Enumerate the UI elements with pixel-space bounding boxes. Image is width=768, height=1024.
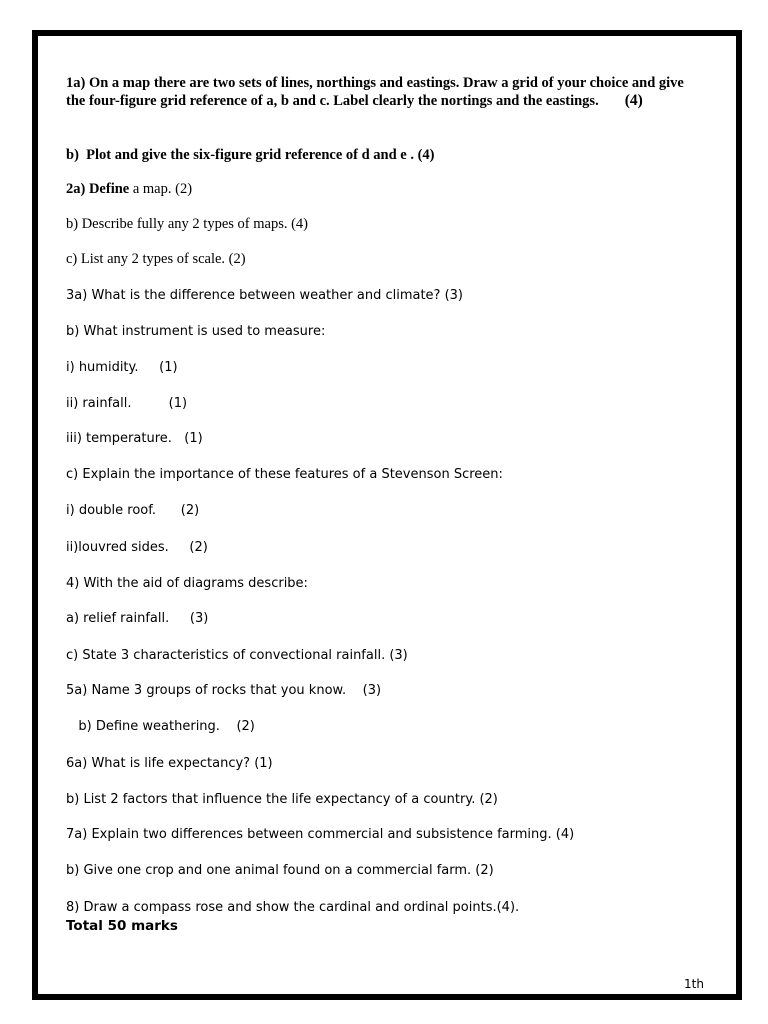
question-6a: 6a) What is life expectancy? (1) [66,756,273,771]
question-4: 4) With the aid of diagrams describe: [66,576,308,591]
question-3b-iii: iii) temperature. (1) [66,431,203,446]
question-5b: b) Define weathering. (2) [66,719,255,734]
question-3b: b) What instrument is used to measure: [66,324,326,339]
question-7a: 7a) Explain two differences between commercial and subsistence farming. (4) [66,827,575,842]
question-2c: c) List any 2 types of scale. (2) [66,251,246,267]
question-2a-bold: 2a) Define [66,181,130,197]
question-2a [66,181,192,198]
question-2a-rest: a map. (2) [129,181,193,197]
question-3c-ii: ii)louvred sides. (2) [66,540,208,555]
question-3a: 3a) What is the difference between weather and climate? (3) [66,288,463,303]
question-6b: b) List 2 factors that influence the life expectancy of a country. (2) [66,792,498,807]
question-3b-ii: ii) rainfall. (1) [66,396,188,411]
question-4c: c) State 3 characteristics of convectional rainfall. (3) [66,648,408,663]
question-1a-marks: (4) [624,92,643,109]
question-2b: b) Describe fully any 2 types of maps. (4) [66,216,309,232]
question-7b: b) Give one crop and one animal found on a commercial farm. (2) [66,863,494,878]
question-1a [66,74,686,110]
question-5a: 5a) Name 3 groups of rocks that you know. (3) [66,683,382,698]
question-4a: a) relief rainfall. (3) [66,611,209,626]
question-3c-i: i) double roof. (2) [66,503,200,518]
page-number: 1th [684,977,704,991]
question-1b: b) Plot and give the six-figure grid reference of d and e . (4) [66,147,435,163]
question-8: 8) Draw a compass rose and show the cardinal and ordinal points.(4). [66,900,520,915]
total-marks: Total 50 marks [66,918,178,934]
question-1a-text: 1a) On a map there are two sets of lines, northings and eastings. Draw a grid of your choice and give the four-figure grid reference of a, b and c. Label clearly the nortings and the eastings. [66,75,684,109]
question-3b-i: i) humidity. (1) [66,360,178,375]
question-3c: c) Explain the importance of these features of a Stevenson Screen: [66,467,503,482]
